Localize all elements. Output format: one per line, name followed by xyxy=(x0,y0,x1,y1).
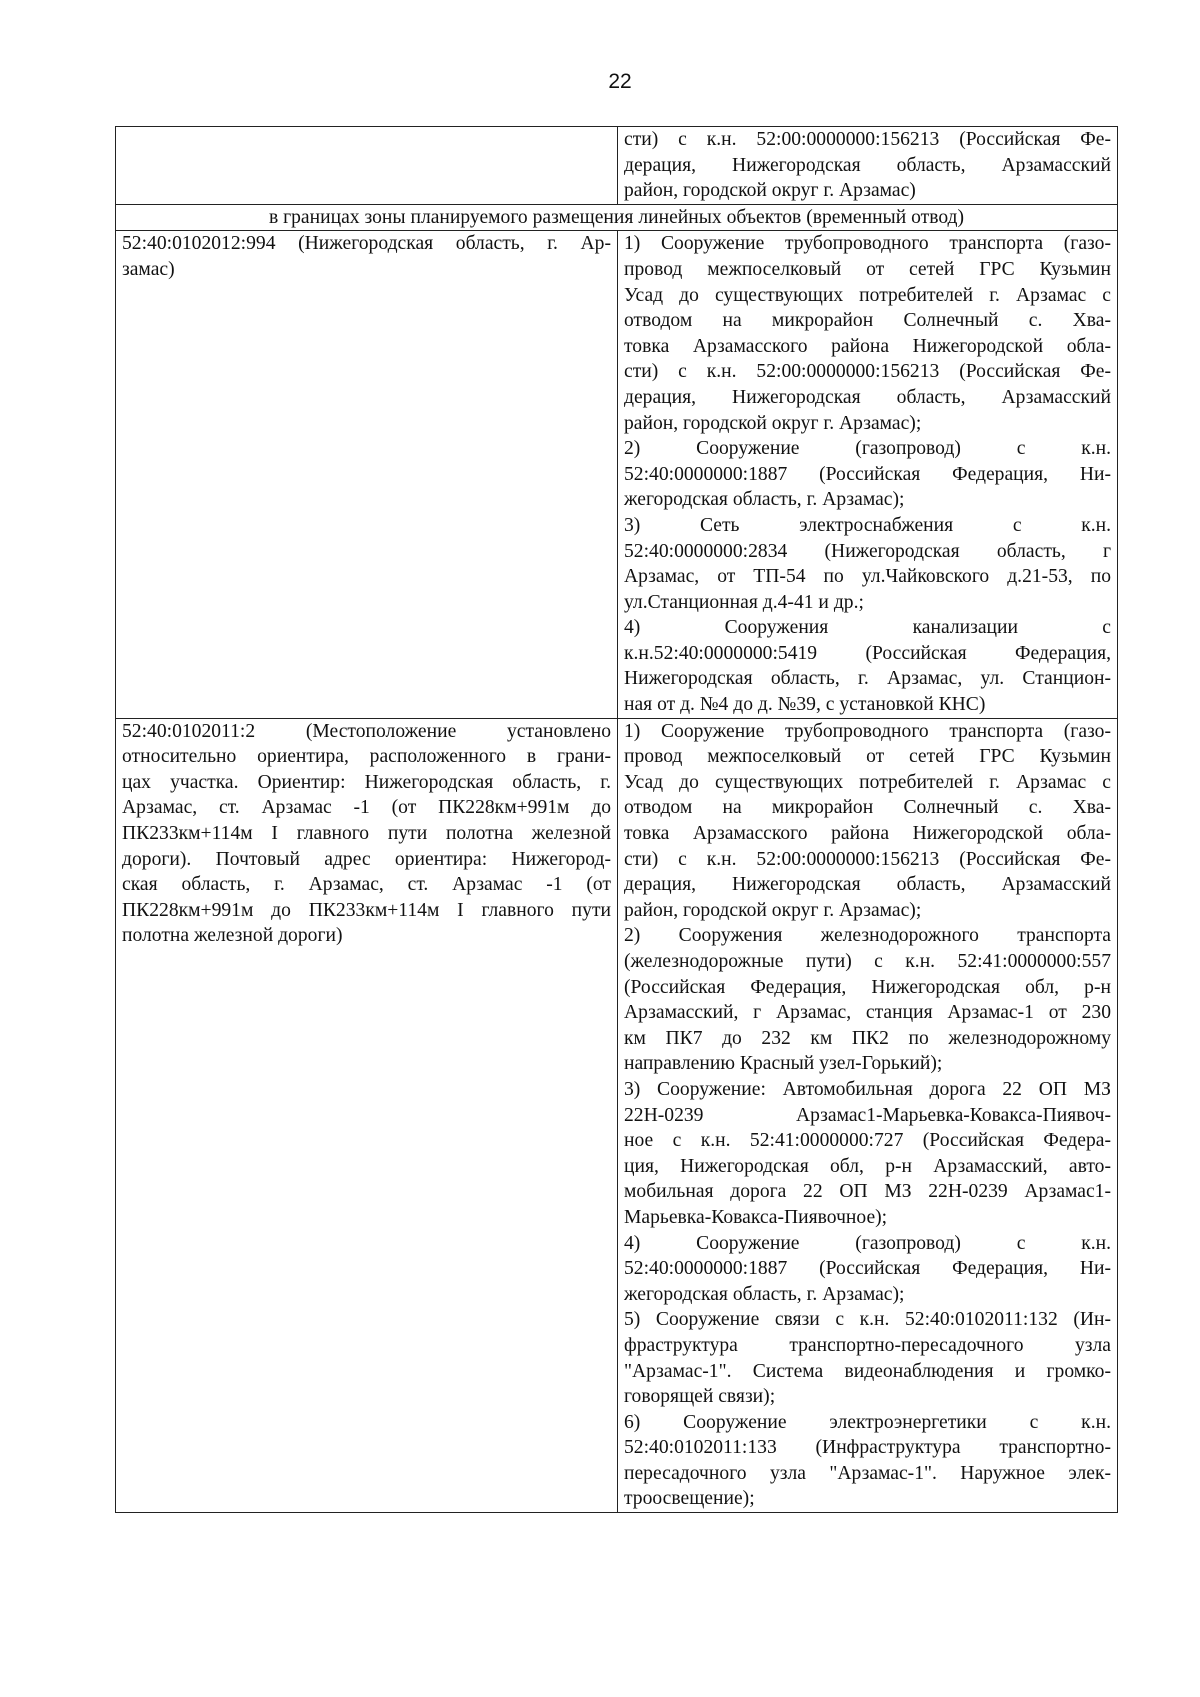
text-line: (Российская Федерация, Нижегородская обл, р-н xyxy=(624,976,1111,998)
section-header: в границах зоны планируемого размещения линейных объектов (временный отвод) xyxy=(116,204,1118,231)
text-line: 3) Сооружение: Автомобильная дорога 22 ОП МЗ xyxy=(624,1078,1111,1100)
text-line: 52:40:0000000:2834 (Нижегородская область, г xyxy=(624,540,1111,562)
text-line: 4) Сооружение (газопровод) с к.н. xyxy=(624,1232,1111,1254)
text-line: 1) Сооружение трубопроводного транспорта (газо- xyxy=(624,720,1111,742)
text-line: 22Н-0239 Арзамас1-Марьевка-Ковакса-Пиявоч- xyxy=(624,1104,1111,1126)
text-line: направлению Красный узел-Горький); xyxy=(624,1053,943,1075)
encumbrance-cell xyxy=(618,231,1118,718)
text-line: дороги). Почтовый адрес ориентира: Нижегород- xyxy=(122,848,611,870)
text-line: 52:40:0000000:1887 (Российская Федерация, Ни- xyxy=(624,1258,1111,1280)
text-line: 52:40:0102011:2 (Местоположение установлено xyxy=(122,720,611,742)
cadastral-number-cell xyxy=(116,718,618,1512)
text-line: говорящей связи); xyxy=(624,1386,776,1408)
text-line: 52:40:0000000:1887 (Российская Федерация, Ни- xyxy=(624,463,1111,485)
text-line: Арзамасский, г Арзамас, станция Арзамас-1 от 230 xyxy=(624,1002,1111,1024)
text-line: район, городской округ г. Арзамас) xyxy=(624,180,916,202)
text-line: Усад до существующих потребителей г. Арзамас с xyxy=(624,284,1111,306)
text-line: отводом на микрорайон Солнечный с. Хва- xyxy=(624,797,1111,819)
text-line: дерация, Нижегородская область, Арзамасский xyxy=(624,386,1111,408)
text-line: ПК233км+114м I главного пути полотна железной xyxy=(122,823,611,845)
text-line: км ПК7 до 232 км ПК2 по железнодорожному xyxy=(624,1027,1111,1049)
text-line: ПК228км+991м до ПК233км+114м I главного пути xyxy=(122,899,611,921)
text-line: жегородская область, г. Арзамас); xyxy=(624,489,905,511)
table-body xyxy=(116,127,1118,1513)
section-row xyxy=(116,204,1118,231)
text-line: ул.Станционная д.4-41 и др.; xyxy=(624,591,864,613)
text-line: 6) Сооружение электроэнергетики с к.н. xyxy=(624,1411,1111,1433)
table-row xyxy=(116,718,1118,1512)
text-line: товка Арзамасского района Нижегородской обла- xyxy=(624,335,1111,357)
text-line: сти) с к.н. 52:00:0000000:156213 (Российская Фе- xyxy=(624,361,1111,383)
text-line: ция, Нижегородская обл, р-н Арзамасский, авто- xyxy=(624,1155,1111,1177)
text-line: к.н.52:40:0000000:5419 (Российская Федерация, xyxy=(624,642,1111,664)
cadastral-number-cell xyxy=(116,231,618,718)
text-line: Марьевка-Ковакса-Пиявочное); xyxy=(624,1206,888,1228)
text-line: провод межпоселковый от сетей ГРС Кузьмин xyxy=(624,258,1111,280)
text-line: провод межпоселковый от сетей ГРС Кузьмин xyxy=(624,746,1111,768)
text-line: Арзамас, ст. Арзамас -1 (от ПК228км+991м до xyxy=(122,797,611,819)
text-line: ное с к.н. 52:41:0000000:727 (Российская Федера- xyxy=(624,1130,1111,1152)
text-line: 1) Сооружение трубопроводного транспорта (газо- xyxy=(624,233,1111,255)
text-line: ная от д. №4 до д. №39, с установкой КНС) xyxy=(624,694,986,716)
text-line: относительно ориентира, расположенного в грани- xyxy=(122,746,611,768)
text-line: "Арзамас-1". Система видеонаблюдения и громко- xyxy=(624,1360,1111,1382)
text-line: ская область, г. Арзамас, ст. Арзамас -1 (от xyxy=(122,874,611,896)
page-number: 22 xyxy=(608,70,632,93)
text-line: цах участка. Ориентир: Нижегородская область, г. xyxy=(122,771,611,793)
text-line: полотна железной дороги) xyxy=(122,925,343,947)
encumbrance-cell xyxy=(618,718,1118,1512)
text-line: мобильная дорога 22 ОП МЗ 22Н-0239 Арзамас1- xyxy=(624,1181,1111,1203)
text-line: сти) с к.н. 52:00:0000000:156213 (Российская Фе- xyxy=(624,129,1111,150)
text-line: 2) Сооружения железнодорожного транспорта xyxy=(624,925,1111,947)
text-line: сти) с к.н. 52:00:0000000:156213 (Российская Фе- xyxy=(624,848,1111,870)
text-line: товка Арзамасского района Нижегородской обла- xyxy=(624,823,1111,845)
table-row xyxy=(116,231,1118,718)
cadastral-number-cell xyxy=(116,127,618,205)
text-line: 2) Сооружение (газопровод) с к.н. xyxy=(624,438,1111,460)
table-row xyxy=(116,127,1118,205)
text-line: 3) Сеть электроснабжения с к.н. xyxy=(624,514,1111,536)
text-line: 52:40:0102012:994 (Нижегородская область, г. Ар- xyxy=(122,233,611,255)
text-line: Нижегородская область, г. Арзамас, ул. Станцион- xyxy=(624,668,1111,690)
text-line: пересадочного узла "Арзамас-1". Наружное элек- xyxy=(624,1462,1111,1484)
text-line: 5) Сооружение связи с к.н. 52:40:0102011:132 (Ин- xyxy=(624,1309,1111,1331)
text-line: отводом на микрорайон Солнечный с. Хва- xyxy=(624,310,1111,332)
land-plots-table xyxy=(115,126,1118,1513)
text-line: троосвещение); xyxy=(624,1488,755,1510)
text-line: 4) Сооружения канализации с xyxy=(624,617,1111,639)
text-line: дерация, Нижегородская область, Арзамасский xyxy=(624,154,1111,176)
text-line: район, городской округ г. Арзамас); xyxy=(624,412,922,434)
encumbrance-cell xyxy=(618,127,1118,205)
text-line: дерация, Нижегородская область, Арзамасский xyxy=(624,874,1111,896)
text-line: жегородская область, г. Арзамас); xyxy=(624,1283,905,1305)
text-line: район, городской округ г. Арзамас); xyxy=(624,899,922,921)
text-line: Арзамас, от ТП-54 по ул.Чайковского д.21-53, по xyxy=(624,566,1111,588)
text-line: 52:40:0102011:133 (Инфраструктура транспортно- xyxy=(624,1437,1111,1459)
text-line: Усад до существующих потребителей г. Арзамас с xyxy=(624,771,1111,793)
text-line: фраструктура транспортно-пересадочного узла xyxy=(624,1334,1111,1356)
text-line: (железнодорожные пути) с к.н. 52:41:0000000:557 xyxy=(624,951,1111,972)
text-line: замас) xyxy=(122,258,175,280)
